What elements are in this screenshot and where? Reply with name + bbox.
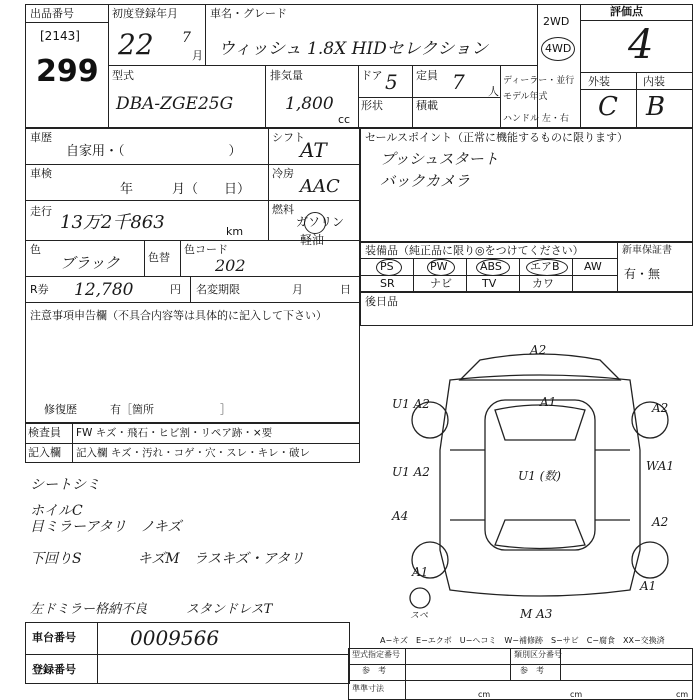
displacement-value: 1,800 — [285, 94, 334, 114]
class-spec-label: 類別区分番号 — [514, 650, 562, 659]
reg-number-label: 登録番号 — [32, 663, 76, 676]
damage-mark: A1 — [540, 395, 557, 409]
later-docs-label: 後日品 — [365, 295, 398, 308]
inspector-label: 検査員 — [28, 426, 61, 439]
damage-mark: A2 — [530, 343, 547, 357]
repair-value: 有［箇所 ］ — [110, 403, 231, 416]
color-code-label: 色コード — [184, 243, 228, 256]
color-label: 色 — [30, 243, 41, 256]
std-size-label: 準準寸法 — [352, 684, 384, 693]
inspector-sub-label: 記入欄 — [28, 446, 61, 459]
damage-mark: U1 A2 — [392, 465, 430, 479]
inspector-row1: FW キズ・飛石・ヒビ割・リペア跡・×要 — [76, 427, 273, 439]
equipment-item: TV — [482, 277, 497, 290]
inspection-label: 車検 — [30, 167, 52, 180]
interior-grade: B — [646, 92, 666, 122]
comment-line: シートシミ — [30, 477, 100, 493]
type-code-label: 型式 — [112, 69, 134, 82]
lot-label: 出品番号 — [30, 7, 74, 20]
color-code: 202 — [215, 256, 246, 275]
shift-value: AT — [300, 138, 327, 162]
grade-label: 評価点 — [610, 5, 643, 18]
later-docs-box — [360, 292, 693, 326]
type-code-value: DBA-ZGE25G — [116, 94, 234, 114]
lot-ref: [2143] — [40, 29, 80, 43]
damage-mark: M A3 — [520, 607, 553, 620]
sales-point: バックカメラ — [380, 172, 471, 190]
model-year-label: モデル年式 — [503, 92, 548, 102]
displacement-unit: cc — [338, 113, 351, 126]
recycle-value: 12,780 — [74, 280, 134, 300]
damage-mark: A1 — [640, 579, 657, 593]
warranty-label: 新車保証書 — [622, 245, 672, 256]
aircon-value: AAC — [300, 176, 340, 197]
history-label: 車歴 — [30, 131, 52, 144]
equipment-item: ナビ — [430, 277, 452, 290]
doors-label: ドア — [361, 69, 383, 82]
equipment-item: AW — [584, 260, 602, 273]
car-damage-diagram — [390, 340, 690, 620]
repair-label: 修復歴 — [44, 403, 77, 416]
mileage-unit: km — [226, 225, 244, 238]
damage-legend: A−キズ E−エクボ U−ヘコミ W−補修跡 S−サビ C−腐食 XX−交換済 — [380, 636, 665, 645]
registration-label: 初度登録年月 — [112, 7, 178, 20]
capacity-value: 7 — [452, 70, 465, 94]
drive-4wd: 4WD — [545, 42, 572, 55]
recycle-unit: 円 — [170, 283, 181, 296]
name-change-day: 日 — [340, 283, 351, 296]
sales-points-label: セールスポイント（正常に機能するものに限ります） — [365, 131, 629, 144]
model-name-label: 車名・グレード — [210, 7, 287, 20]
model-spec-ref: 参 考 — [362, 666, 386, 675]
load-label: 積載 — [416, 99, 438, 112]
equipment-label: 装備品（純正品に限り◎をつけてください） — [365, 244, 584, 257]
fuel-diesel: 軽油 — [300, 233, 325, 247]
capacity-label: 定員 — [416, 69, 438, 82]
class-spec-ref: 参 考 — [520, 666, 544, 675]
equipment-item: ABS — [480, 260, 502, 273]
history-value: 自家用・（ ） — [66, 144, 242, 159]
equipment-item: PW — [430, 260, 448, 273]
comment-line: 目ミラーアタリ ノキズ — [30, 519, 182, 535]
size-unit: cm — [676, 690, 689, 699]
name-change-label: 名変期限 — [196, 283, 240, 296]
size-unit: cm — [570, 690, 583, 699]
damage-mark: U1 A2 — [392, 397, 430, 411]
exterior-grade: C — [598, 92, 618, 122]
size-unit: cm — [478, 690, 491, 699]
comment-line: 下回りS キズM ラスキズ・アタリ — [30, 551, 304, 567]
chassis-value: 0009566 — [130, 626, 220, 650]
displacement-label: 排気量 — [270, 69, 303, 82]
mileage-label: 走行 — [30, 205, 52, 218]
notes-label: 注意事項申告欄（不具合内容等は具体的に記入して下さい） — [30, 309, 327, 322]
inspection-text: 年 月（ 日） — [120, 182, 251, 197]
damage-mark: U1 (数) — [518, 469, 561, 483]
model-spec-label: 型式指定番号 — [352, 650, 400, 659]
chassis-label: 車台番号 — [32, 631, 76, 644]
drive-2wd: 2WD — [543, 15, 570, 28]
model-name-value: ウィッシュ 1.8X HIDセレクション — [218, 39, 489, 59]
inspector-row2: 記入欄 キズ・汚れ・コゲ・穴・スレ・キレ・破レ — [76, 447, 311, 459]
equipment-item: エアB — [530, 260, 560, 273]
fuel-label: 燃料 — [272, 203, 294, 216]
equipment-item: SR — [380, 277, 395, 290]
aircon-label: 冷房 — [272, 167, 294, 180]
damage-mark: A1 — [412, 565, 429, 579]
lot-number: 299 — [36, 54, 99, 89]
shape-label: 形状 — [361, 99, 383, 112]
interior-label: 内装 — [643, 75, 665, 88]
dealer-label: ディーラー・並行 — [503, 76, 575, 86]
warranty-value: 有・無 — [624, 267, 661, 281]
damage-mark: スペ — [410, 611, 429, 620]
damage-mark: WA1 — [646, 459, 675, 473]
damage-mark: A2 — [652, 515, 669, 529]
exterior-label: 外装 — [588, 75, 610, 88]
registration-year: 22 — [118, 28, 154, 61]
fuel-gas: ガソリン — [296, 215, 345, 229]
damage-mark: A2 — [652, 401, 669, 415]
doors-value: 5 — [385, 70, 398, 94]
recycle-label: R券 — [30, 283, 49, 296]
mileage-value: 13万2千863 — [60, 212, 165, 233]
registration-month-unit: 月 — [192, 49, 203, 62]
comment-line: ホイルC — [30, 503, 83, 519]
capacity-unit: 人 — [488, 85, 499, 98]
equipment-item: PS — [380, 260, 394, 273]
equipment-item: カワ — [532, 277, 554, 290]
sales-point: プッシュスタート — [380, 150, 499, 168]
damage-mark: A4 — [392, 509, 409, 523]
name-change-month: 月 — [292, 283, 303, 296]
grade-value: 4 — [628, 22, 654, 68]
comment-line: 左ドミラー格納不良 スタンドレスT — [30, 602, 273, 617]
registration-month: 7 — [182, 30, 191, 46]
shift-label: シフト — [272, 131, 305, 144]
handle-label: ハンドル 左・右 — [503, 114, 569, 124]
color-change-label: 色替 — [148, 251, 170, 264]
color-value: ブラック — [60, 254, 120, 272]
